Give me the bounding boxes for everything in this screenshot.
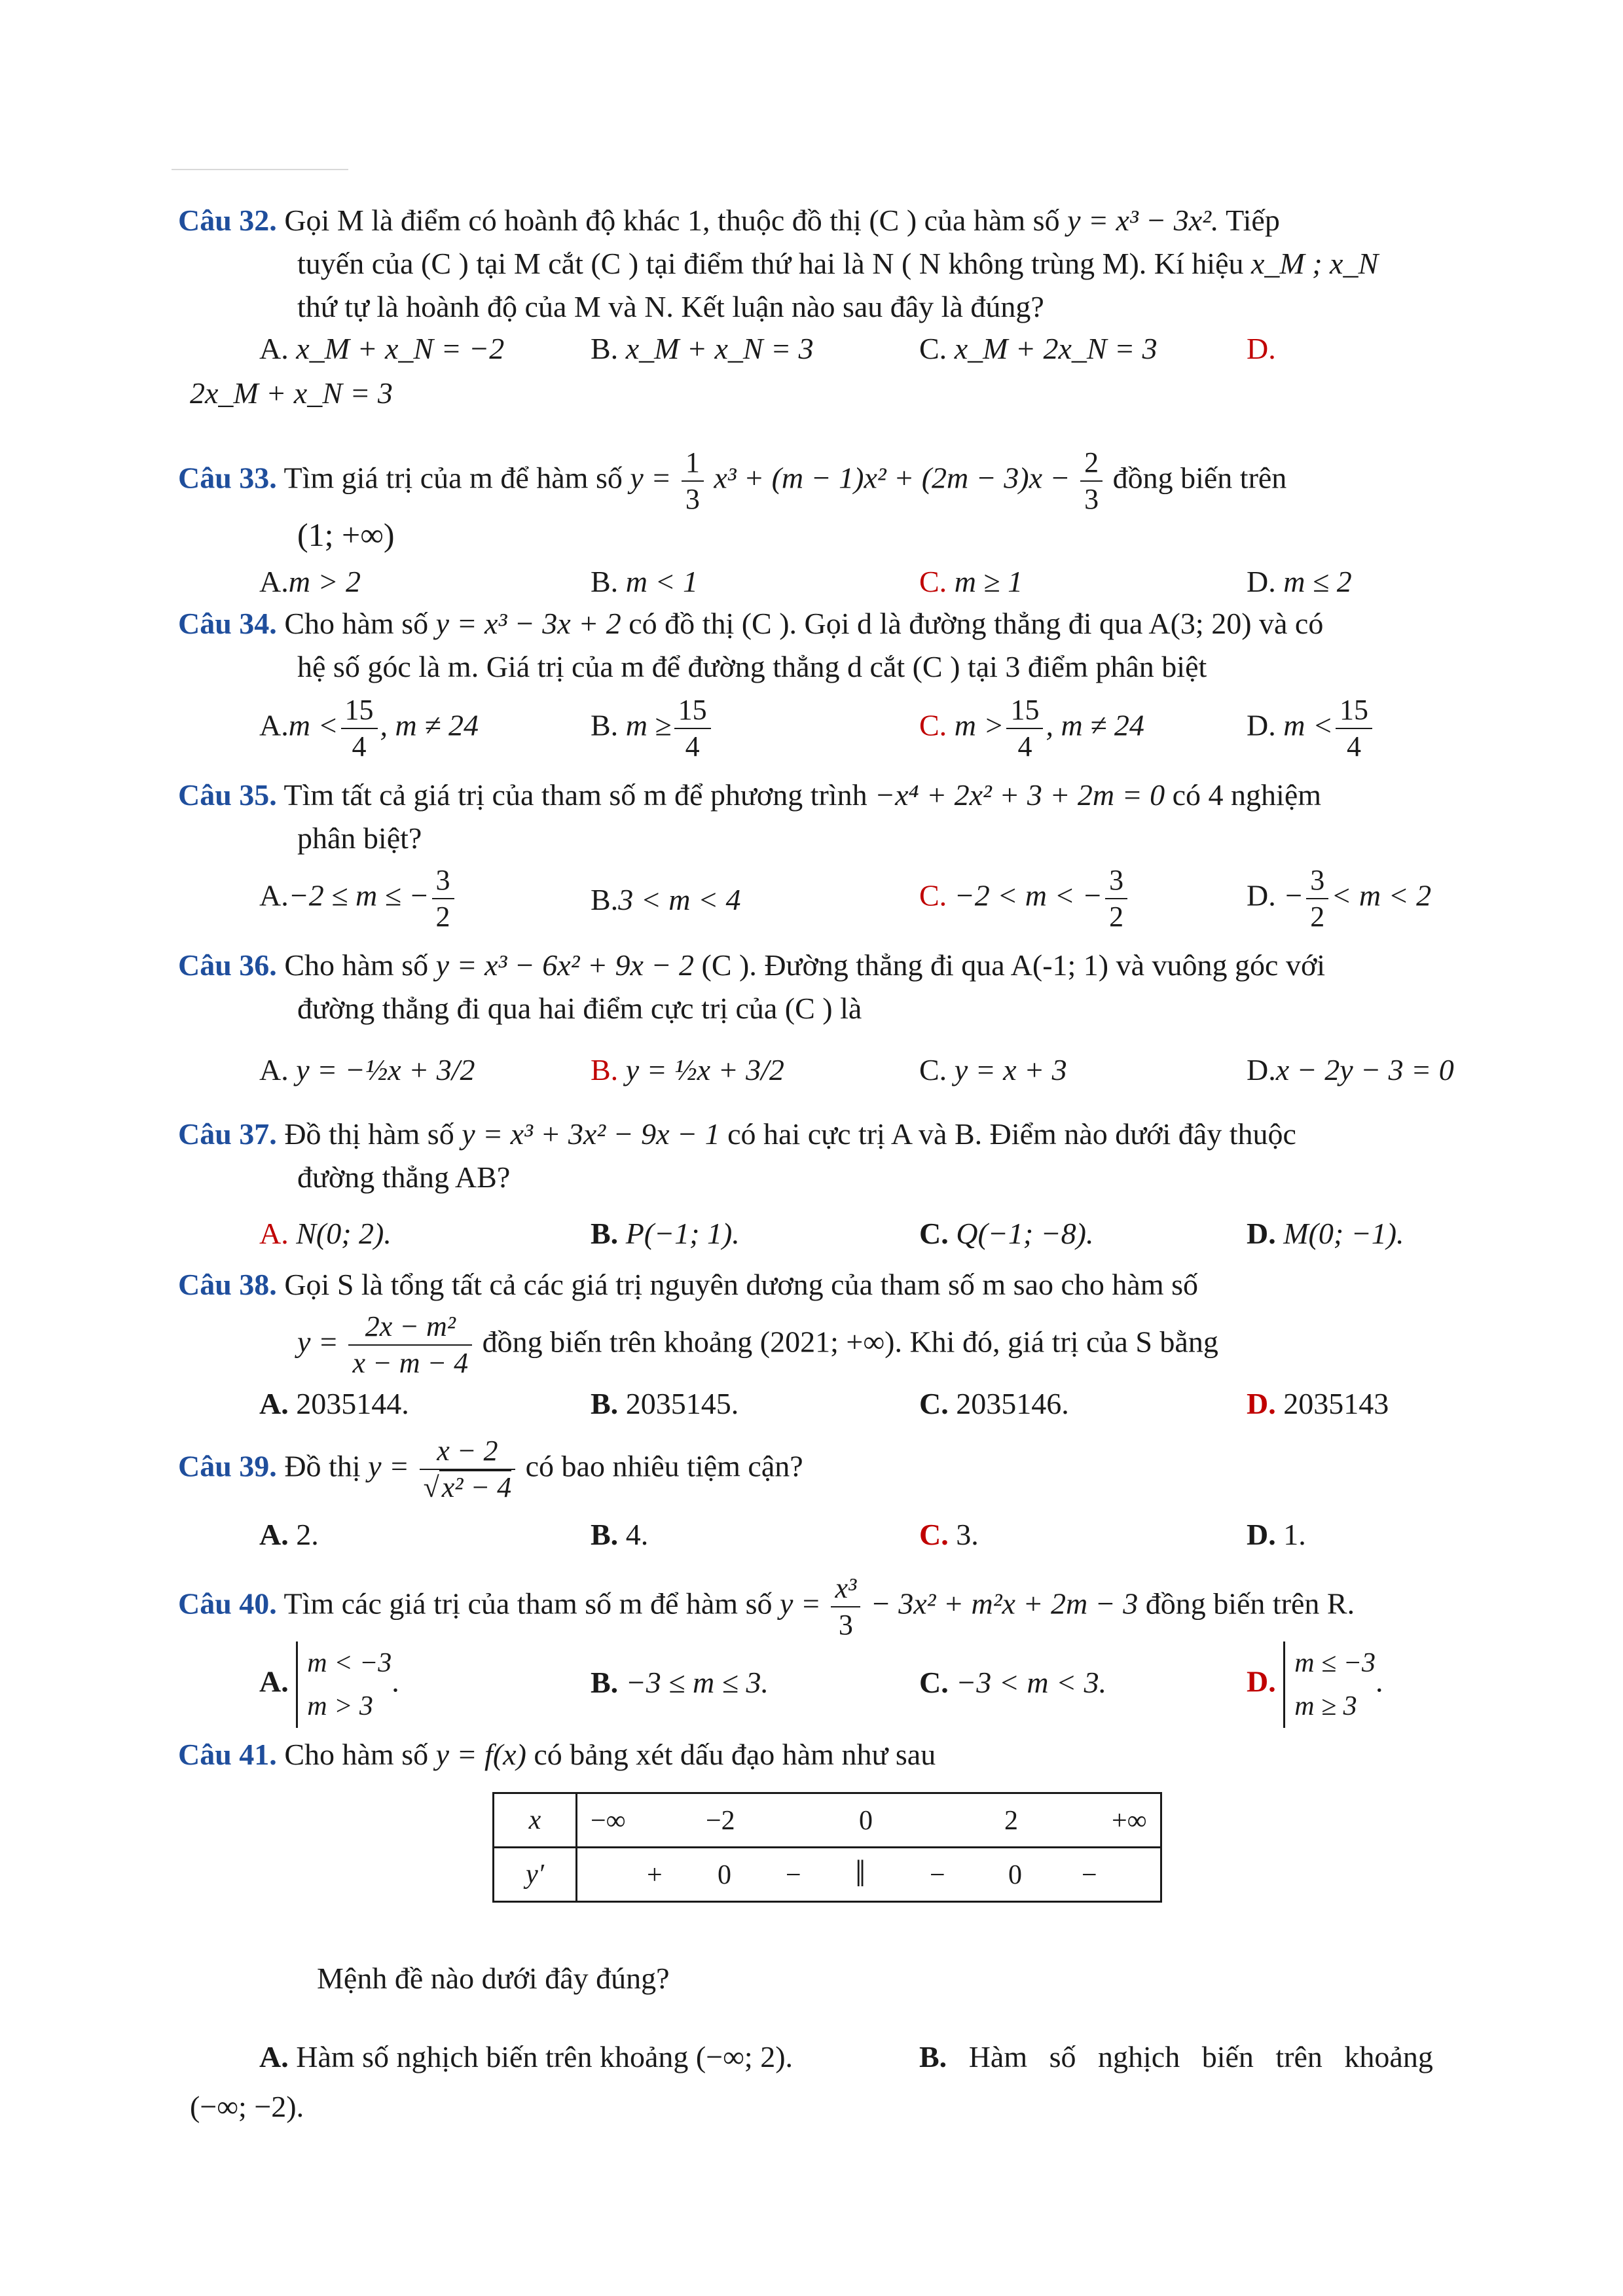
- formula: x³ + (m − 1)x² + (2m − 3)x −: [714, 461, 1070, 495]
- question-text: Tiếp: [1226, 204, 1280, 237]
- option-c[interactable]: C. m > $\frac{15}{4}$ , m ≠ 24: [919, 694, 1144, 762]
- fraction: $\frac{1}{3}$: [682, 445, 704, 517]
- option-b[interactable]: B. x_M + x_N = 3: [591, 332, 814, 365]
- option-a[interactable]: A. 2.: [259, 1518, 319, 1551]
- question-text: có 4 nghiệm: [1172, 778, 1322, 812]
- formula: y =: [630, 461, 672, 495]
- question-36: [178, 944, 1474, 1030]
- question-37: [178, 1113, 1474, 1199]
- option-c[interactable]: C. x_M + 2x_N = 3: [919, 332, 1158, 365]
- table-cell: + 0 − ‖ − 0 −: [577, 1848, 1161, 1902]
- header-divider: [172, 169, 348, 170]
- option-b-continued[interactable]: (−∞; −2).: [190, 2090, 304, 2123]
- option-a[interactable]: A. Hàm số nghịch biến trên khoảng (−∞; 2).: [259, 2040, 793, 2073]
- question-text: đồng biến trên R.: [1145, 1587, 1355, 1621]
- option-d[interactable]: D. m < $\frac{15}{4}$: [1247, 692, 1375, 764]
- question-text: (C ). Đường thẳng đi qua A(-1; 1) và vuông góc với: [701, 948, 1326, 982]
- option-b[interactable]: B. m < 1: [591, 565, 698, 598]
- option-c[interactable]: C. m ≥ 1: [919, 565, 1023, 598]
- option-d-label[interactable]: D.: [1247, 332, 1276, 365]
- question-text: có bảng xét dấu đạo hàm như sau: [534, 1738, 936, 1771]
- option-d[interactable]: D. − $\frac{3}{2}$ < m < 2: [1247, 864, 1432, 933]
- option-a[interactable]: A. N(0; 2).: [259, 1217, 392, 1250]
- question-number: Câu 41.: [178, 1738, 277, 1771]
- option-a[interactable]: A.m > 2: [259, 565, 361, 598]
- fraction: $\frac{\text{x³}}{3}$: [831, 1571, 860, 1643]
- option-d-text[interactable]: 2x_M + x_N = 3: [190, 376, 393, 410]
- question-number: Câu 36.: [178, 948, 277, 982]
- question-40: Câu 40. Tìm các giá trị của tham số m để hàm số y = $\frac{\text{x³}}{3}$ − 3x² + m²x + 2m − 3 đồng biến trên R.: [178, 1571, 1474, 1643]
- question-number: Câu 40.: [178, 1587, 277, 1621]
- question-text: hệ số góc là m. Giá trị của m để đường thẳng d cắt (C ) tại 3 điểm phân biệt: [297, 650, 1207, 683]
- question-text: Đồ thị hàm số: [284, 1117, 454, 1151]
- option-a[interactable]: A. m < −3 m > 3 .: [259, 1641, 399, 1728]
- option-c[interactable]: C. Q(−1; −8).: [919, 1217, 1094, 1250]
- formula: y = x³ + 3x² − 9x − 1: [462, 1117, 720, 1151]
- question-35: [178, 774, 1474, 860]
- option-c[interactable]: C. −3 < m < 3.: [919, 1666, 1107, 1699]
- question-41-prompt: Mệnh đề nào dưới đây đúng?: [317, 1962, 670, 1995]
- formula: − 3x² + m²x + 2m − 3: [870, 1587, 1139, 1621]
- question-text: có đồ thị (C ). Gọi d là đường thẳng đi qua A(3; 20) và có: [629, 607, 1324, 640]
- question-text: Tìm tất cả giá trị của tham số m để phương trình: [283, 778, 867, 812]
- question-text: phân biệt?: [297, 821, 422, 855]
- sign-table: [492, 1792, 1162, 1903]
- question-number: Câu 38.: [178, 1268, 277, 1301]
- question-34: [178, 602, 1474, 689]
- option-b[interactable]: B. P(−1; 1).: [591, 1217, 740, 1250]
- table-header: y′: [494, 1848, 577, 1902]
- option-b[interactable]: B.3 < m < 4: [591, 883, 741, 916]
- question-text: Gọi S là tổng tất cả các giá trị nguyên dương của tham số m sao cho hàm số: [284, 1268, 1199, 1301]
- option-b[interactable]: B. Hàm số nghịch biến trên khoảng: [919, 2040, 1433, 2073]
- question-number: Câu 32.: [178, 204, 277, 237]
- option-b[interactable]: B. 2035145.: [591, 1387, 739, 1420]
- question-text: Cho hàm số: [284, 948, 429, 982]
- question-text: có bao nhiêu tiệm cận?: [525, 1449, 803, 1483]
- question-33: [178, 445, 1474, 517]
- option-b[interactable]: B. 4.: [591, 1518, 649, 1551]
- option-c[interactable]: C. −2 < m < − $\frac{3}{2}$: [919, 863, 1130, 935]
- question-33-interval: (1; +∞): [297, 516, 395, 553]
- question-text: Đồ thị: [284, 1449, 361, 1483]
- question-41: [178, 1733, 1474, 1776]
- formula: −x⁴ + 2x² + 3 + 2m = 0: [875, 778, 1165, 812]
- option-d[interactable]: D. M(0; −1).: [1247, 1217, 1404, 1250]
- table-cell: −∞ −2 0 2 +∞: [577, 1793, 1161, 1848]
- question-text: có hai cực trị A và B. Điểm nào dưới đây thuộc: [727, 1117, 1296, 1151]
- option-c[interactable]: C. 3.: [919, 1518, 979, 1551]
- question-38: [178, 1263, 1474, 1306]
- question-number: Câu 33.: [178, 461, 277, 495]
- table-row: [494, 1793, 1161, 1848]
- formula: y = x³ − 6x² + 9x − 2: [435, 948, 695, 982]
- question-number: Câu 37.: [178, 1117, 277, 1151]
- option-b[interactable]: B. m ≥ $\frac{15}{4}$: [591, 692, 714, 764]
- option-a[interactable]: A. x_M + x_N = −2: [259, 332, 505, 365]
- option-a[interactable]: A. y = −½x + 3/2: [259, 1053, 475, 1086]
- option-d[interactable]: D.x − 2y − 3 = 0: [1247, 1053, 1454, 1086]
- option-a[interactable]: A.m < $\frac{15}{4}$ , m ≠ 24: [259, 694, 479, 762]
- question-text: đường thẳng AB?: [297, 1160, 511, 1194]
- question-number: Câu 39.: [178, 1449, 277, 1483]
- option-d[interactable]: D. m ≤ 2: [1247, 565, 1352, 598]
- question-text: Tìm giá trị của m để hàm số: [283, 461, 623, 495]
- question-32: [178, 199, 1474, 329]
- question-number: Câu 35.: [178, 778, 277, 812]
- question-text: đồng biến trên: [1112, 461, 1287, 495]
- table-row: [494, 1848, 1161, 1902]
- option-c[interactable]: C. 2035146.: [919, 1387, 1069, 1420]
- question-text: đường thẳng đi qua hai điểm cực trị của (C ) là: [297, 992, 862, 1025]
- fraction: $\frac{2}{3}$: [1080, 445, 1103, 517]
- question-38-line2: y = $\frac{\text{2x − m²}}{x - m - 4}$ đồng biến trên khoảng (2021; +∞). Khi đó, giá trị của S bằng: [178, 1309, 1474, 1381]
- question-text: Gọi M là điểm có hoành độ khác 1, thuộc đồ thị (C ) của hàm số: [284, 204, 1060, 237]
- option-b[interactable]: B. y = ½x + 3/2: [591, 1053, 784, 1086]
- option-b[interactable]: B. −3 ≤ m ≤ 3.: [591, 1666, 769, 1699]
- question-39: Câu 39. Đồ thị y = $\frac{x - 2}{\text{√x² − 4}}$ có bao nhiêu tiệm cận?: [178, 1433, 1474, 1505]
- option-c[interactable]: C. y = x + 3: [919, 1053, 1067, 1086]
- question-text: Tìm các giá trị của tham số m để hàm số: [283, 1587, 773, 1621]
- formula: y = f(x): [435, 1738, 526, 1771]
- option-a[interactable]: A. 2035144.: [259, 1387, 409, 1420]
- option-a[interactable]: A.−2 ≤ m ≤ − $\frac{3}{2}$: [259, 863, 457, 935]
- table-header: x: [494, 1793, 577, 1848]
- question-text: Cho hàm số: [284, 1738, 429, 1771]
- question-text: tuyến của (C ) tại M cắt (C ) tại điểm thứ hai là N ( N không trùng M). Kí hiệu x_M ; x_N: [297, 247, 1379, 280]
- question-text: thứ tự là hoành độ của M và N. Kết luận nào sau đây là đúng?: [297, 290, 1044, 323]
- option-d[interactable]: D. m ≤ −3 m ≥ 3 .: [1247, 1641, 1383, 1728]
- option-d[interactable]: D. 2035143: [1247, 1387, 1389, 1420]
- question-text: Cho hàm số: [284, 607, 429, 640]
- formula: y = x³ − 3x + 2: [435, 607, 621, 640]
- option-d[interactable]: D. 1.: [1247, 1518, 1306, 1551]
- question-number: Câu 34.: [178, 607, 277, 640]
- fraction: $\frac{x - 2}{\text{√x² − 4}}$: [420, 1433, 516, 1505]
- fraction: $\frac{\text{2x − m²}}{x - m - 4}$: [348, 1309, 472, 1381]
- formula: y = x³ − 3x².: [1067, 204, 1219, 237]
